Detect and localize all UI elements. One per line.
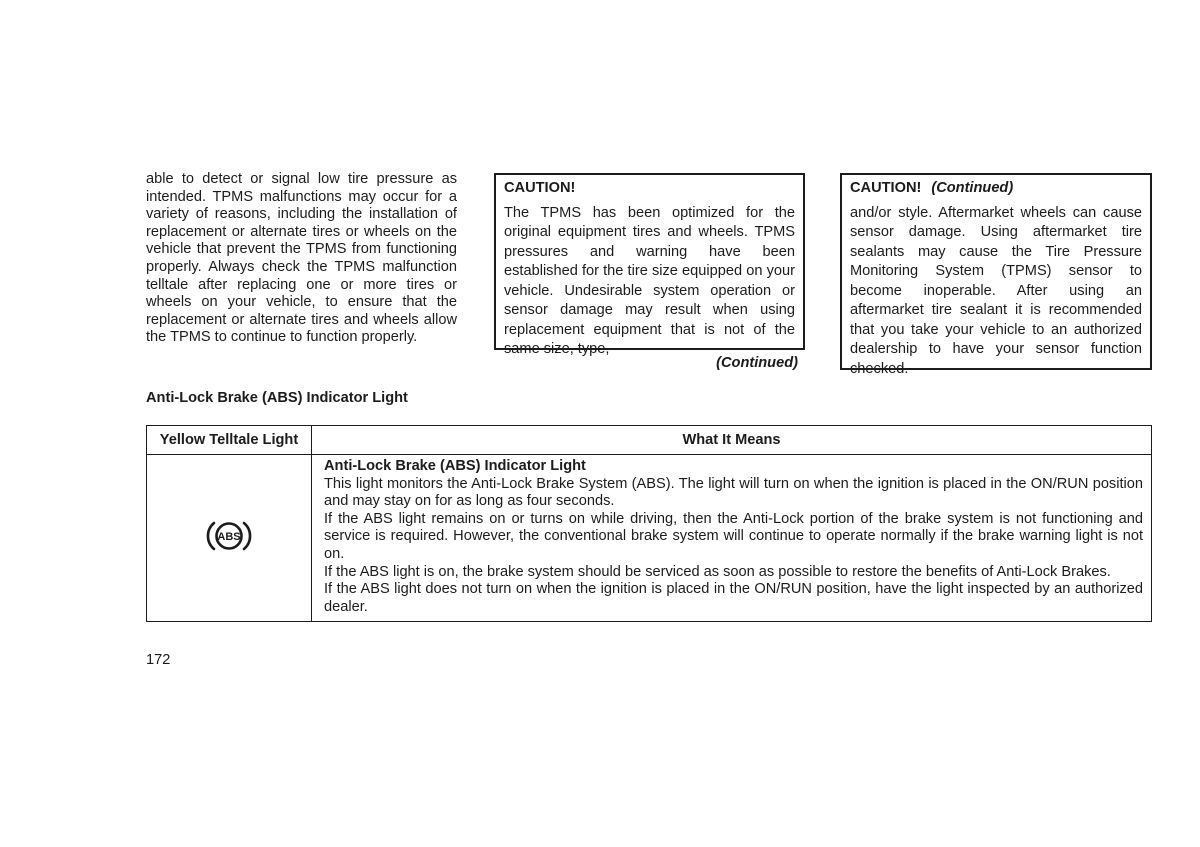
row-paragraph-4: If the ABS light does not turn on when the ignition is placed in the ON/RUN position, have the light inspected by an authorized dealer.: [324, 581, 1143, 615]
header-what-it-means: What It Means: [312, 426, 1152, 455]
caution-text-1: The TPMS has been optimized for the original equipment tires and wheels. TPMS pressures and warning have been established for the tire size equipped on your vehicle. Undesirable system operation or sensor damage may result when using replacement equipment that is not of the same size, type,: [504, 204, 795, 357]
caution-title-2: [850, 179, 1142, 199]
caution-box-1: [494, 173, 805, 357]
icon-cell: [147, 455, 312, 622]
abs-icon-label: ABS: [217, 531, 241, 544]
left-column: [146, 171, 457, 347]
row-paragraph-2: If the ABS light remains on or turns on while driving, then the Anti-Lock portion of the brake system is not functioning and service is required. However, the conventional brake system will continue to operate normally if the brake warning light is not on.: [324, 510, 1143, 562]
table-row: [147, 455, 1152, 622]
caution-title-1-label: CAUTION!: [504, 180, 576, 196]
caution-title-1: [504, 179, 795, 199]
continued-label: (Continued): [716, 355, 798, 371]
caution-box-2: [840, 173, 1152, 377]
caution-title-2-continued: (Continued): [931, 180, 1014, 196]
table-header-row: [147, 426, 1152, 455]
caution-text-2: and/or style. Aftermarket wheels can cause sensor damage. Using aftermarket tire sealants may cause the Tire Pressure Monitoring System (TPMS) sensor to become inoperable. After using an aftermarket tire sealant it is recommended that you take your vehicle to an authorized dealership to have your sensor function checked.: [850, 204, 1142, 377]
row-paragraph-1: This light monitors the Anti-Lock Brake System (ABS). The light will turn on when the ignition is placed in the ON/RUN position and may stay on for as long as four seconds.: [324, 475, 1143, 510]
row-title: Anti-Lock Brake (ABS) Indicator Light: [324, 458, 586, 474]
page-number: 172: [146, 652, 171, 668]
section-heading: Anti-Lock Brake (ABS) Indicator Light: [146, 390, 408, 406]
telltale-table: [146, 425, 1152, 622]
header-telltale-light: Yellow Telltale Light: [147, 426, 312, 455]
abs-warning-icon: [205, 519, 253, 553]
row-paragraph-3: If the ABS light is on, the brake system should be serviced as soon as possible to restore the benefits of Anti-Lock Brakes.: [324, 563, 1111, 580]
meaning-cell: [312, 455, 1152, 622]
left-column-paragraph: able to detect or signal low tire pressure as intended. TPMS malfunctions may occur for a variety of reasons, including the installation of replacement or alternate tires or wheels on the vehicle that prevent the TPMS from functioning properly. Always check the TPMS malfunction telltale after replacing one or more tires or wheels on your vehicle, to ensure that the replacement or alternate tires and wheels allow the TPMS to continue to function properly.: [146, 171, 457, 346]
caution-title-2-label: CAUTION!: [850, 180, 922, 196]
